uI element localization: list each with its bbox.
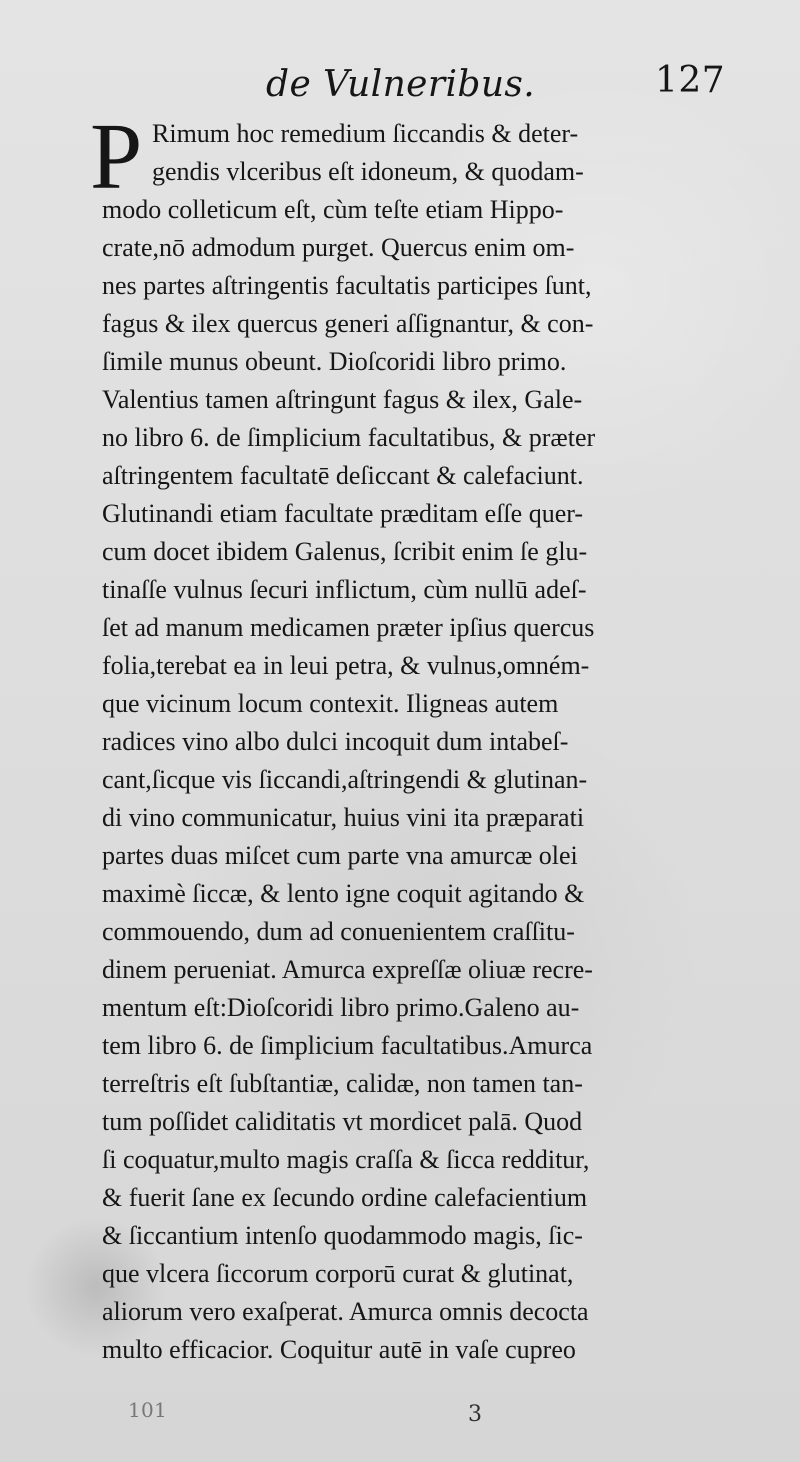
running-head: de Vulneribus. — [266, 64, 536, 105]
text-line: & ſiccantium intenſo quodammodo magis, ſic- — [102, 1221, 583, 1250]
text-line: nes partes aſtringentis facultatis participes ſunt, — [102, 271, 592, 300]
text-line: mentum eſt:Dioſcoridi libro primo.Galeno au- — [102, 993, 580, 1022]
text-line: tem libro 6. de ſimplicium facultatibus.Amurca — [102, 1031, 593, 1060]
text-line: di vino communicatur, huius vini ita præparati — [102, 803, 585, 832]
text-line: que vlcera ſiccorum corporū curat & glutinat, — [102, 1259, 574, 1288]
text-line: gendis vlceribus eſt idoneum, & quodam- — [152, 157, 584, 186]
text-line: & fuerit ſane ex ſecundo ordine calefacientium — [102, 1183, 588, 1212]
page-number: 127 — [655, 60, 726, 101]
text-line: aſtringentem facultatē deſiccant & calefaciunt. — [102, 461, 584, 490]
text-line: tum poſſidet caliditatis vt mordicet palā. Quod — [102, 1107, 583, 1136]
text-line: maximè ſiccæ, & lento igne coquit agitando & — [102, 879, 585, 908]
text-line: tinaſſe vulnus ſecuri inflictum, cùm nullū adeſ- — [102, 575, 587, 604]
text-line: Rimum hoc remedium ſiccandis & deter- — [152, 119, 579, 148]
drop-cap: P — [90, 105, 143, 209]
text-line: cum docet ibidem Galenus, ſcribit enim ſe glu- — [102, 537, 588, 566]
body-text — [102, 115, 752, 1395]
text-line: dinem perueniat. Amurca expreſſæ oliuæ recre- — [102, 955, 593, 984]
text-line: modo colleticum eſt, cùm teſte etiam Hippo- — [102, 195, 564, 224]
text-line: folia,terebat ea in leui petra, & vulnus,omném- — [102, 651, 590, 680]
library-mark: 101 — [128, 1398, 168, 1422]
text-line: que vicinum locum contexit. Iligneas autem — [102, 689, 559, 718]
text-line: partes duas miſcet cum parte vna amurcæ olei — [102, 841, 578, 870]
signature-mark: 3 — [468, 1402, 482, 1427]
text-line: ſi coquatur,multo magis craſſa & ſicca redditur, — [102, 1145, 590, 1174]
text-line: radices vino albo dulci incoquit dum intabeſ- — [102, 727, 569, 756]
text-line: ſet ad manum medicamen præter ipſius quercus — [102, 613, 595, 642]
text-line: cant,ſicque vis ſiccandi,aſtringendi & glutinan- — [102, 765, 588, 794]
text-line: commouendo, dum ad conuenientem craſſitu- — [102, 917, 575, 946]
text-line: Valentius tamen aſtringunt fagus & ilex, Gale- — [102, 385, 583, 414]
text-line: terreſtris eſt ſubſtantiæ, calidæ, non tamen tan- — [102, 1069, 583, 1098]
text-line: aliorum vero exaſperat. Amurca omnis decocta — [102, 1297, 589, 1326]
text-line: fagus & ilex quercus generi aſſignantur, & con- — [102, 309, 594, 338]
text-line: crate,nō admodum purget. Quercus enim om- — [102, 233, 575, 262]
text-line: multo efficacior. Coquitur autē in vaſe cupreo — [102, 1335, 576, 1364]
text-line: Glutinandi etiam facultate præditam eſſe quer- — [102, 499, 584, 528]
text-line: ſimile munus obeunt. Dioſcoridi libro primo. — [102, 347, 567, 376]
text-line: no libro 6. de ſimplicium facultatibus, & præter — [102, 423, 596, 452]
